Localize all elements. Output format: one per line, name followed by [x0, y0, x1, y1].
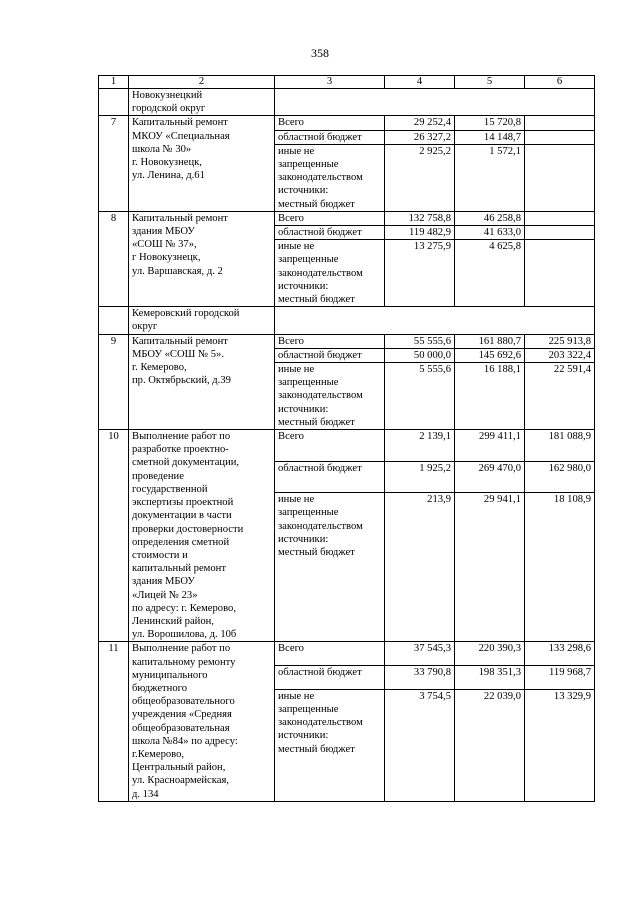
amount-c5: 4 625,8 — [455, 240, 525, 307]
amount-c5: 15 720,8 — [455, 116, 525, 130]
amount-c6 — [525, 116, 595, 130]
amount-c4: 26 327,2 — [385, 130, 455, 144]
amount-c6: 162 980,0 — [525, 461, 595, 493]
object-description: Выполнение работ по разработке проектно- сметной документации, проведение государственной экспертизы проектной документации в части проверки достоверности определения сметной стоимости и капитальный ремонт здания МБОУ «Лицей № 23» по адресу: г. Кемерово, Ленинский район, ул. Ворошилова, д. 10б — [129, 430, 275, 642]
row-number: 7 — [99, 116, 129, 211]
section-title: Кемеровский городской округ — [129, 307, 275, 334]
row-number: 10 — [99, 430, 129, 642]
row-number: 9 — [99, 334, 129, 429]
section-empty-cell — [275, 307, 595, 334]
amount-c6: 22 591,4 — [525, 363, 595, 430]
amount-c6: 133 298,6 — [525, 642, 595, 666]
funding-source-regional: областной бюджет — [275, 348, 385, 362]
amount-c5: 29 941,1 — [455, 493, 525, 642]
funding-source-total: Всего — [275, 334, 385, 348]
header-row — [99, 76, 595, 89]
amount-c6: 119 968,7 — [525, 666, 595, 690]
amount-c4: 2 925,2 — [385, 144, 455, 211]
header-cell: 6 — [525, 76, 595, 89]
amount-c5: 198 351,3 — [455, 666, 525, 690]
amount-c4: 13 275,9 — [385, 240, 455, 307]
amount-c6 — [525, 211, 595, 225]
amount-c4: 33 790,8 — [385, 666, 455, 690]
amount-c5: 1 572,1 — [455, 144, 525, 211]
amount-c4: 2 139,1 — [385, 430, 455, 462]
amount-c4: 50 000,0 — [385, 348, 455, 362]
row-number: 8 — [99, 211, 129, 306]
section-title: Новокузнецкий городской округ — [129, 89, 275, 116]
funding-source-other: иные не запрещенные законодательством источники: местный бюджет — [275, 144, 385, 211]
amount-c6 — [525, 226, 595, 240]
funding-source-total: Всего — [275, 642, 385, 666]
amount-c6: 18 108,9 — [525, 493, 595, 642]
funding-source-total: Всего — [275, 211, 385, 225]
amount-c6 — [525, 130, 595, 144]
amount-c6 — [525, 240, 595, 307]
header-cell: 5 — [455, 76, 525, 89]
amount-c4: 29 252,4 — [385, 116, 455, 130]
amount-c5: 46 258,8 — [455, 211, 525, 225]
table-row-total — [99, 211, 595, 225]
funding-source-regional: областной бюджет — [275, 461, 385, 493]
amount-c5: 269 470,0 — [455, 461, 525, 493]
amount-c4: 37 545,3 — [385, 642, 455, 666]
amount-c5: 299 411,1 — [455, 430, 525, 462]
funding-source-regional: областной бюджет — [275, 226, 385, 240]
amount-c6: 181 088,9 — [525, 430, 595, 462]
table-row-total — [99, 642, 595, 666]
funding-source-total: Всего — [275, 430, 385, 462]
amount-c6: 13 329,9 — [525, 689, 595, 801]
amount-c5: 41 633,0 — [455, 226, 525, 240]
funding-source-other: иные не запрещенные законодательством источники: местный бюджет — [275, 689, 385, 801]
amount-c6: 203 322,4 — [525, 348, 595, 362]
object-description: Выполнение работ по капитальному ремонту муниципального бюджетного общеобразовательного учреждения «Средняя общеобразовательная школа №84» по адресу: г.Кемерово, Центральный район, ул. Красноармейская, д. 134 — [129, 642, 275, 801]
amount-c4: 119 482,9 — [385, 226, 455, 240]
funding-source-other: иные не запрещенные законодательством источники: местный бюджет — [275, 240, 385, 307]
page-number: 358 — [311, 46, 329, 60]
object-description: Капитальный ремонт здания МБОУ «СОШ № 37», г Новокузнецк, ул. Варшавская, д. 2 — [129, 211, 275, 306]
amount-c4: 1 925,2 — [385, 461, 455, 493]
amount-c5: 22 039,0 — [455, 689, 525, 801]
funding-source-regional: областной бюджет — [275, 130, 385, 144]
table-body — [99, 76, 595, 802]
amount-c4: 213,9 — [385, 493, 455, 642]
amount-c5: 220 390,3 — [455, 642, 525, 666]
funding-source-regional: областной бюджет — [275, 666, 385, 690]
table-row-total — [99, 116, 595, 130]
row-number: 11 — [99, 642, 129, 801]
object-description: Капитальный ремонт МКОУ «Специальная школа № 30» г. Новокузнецк, ул. Ленина, д.61 — [129, 116, 275, 211]
amount-c5: 14 148,7 — [455, 130, 525, 144]
section-row — [99, 307, 595, 334]
funding-source-other: иные не запрещенные законодательством источники: местный бюджет — [275, 363, 385, 430]
budget-table — [98, 75, 595, 802]
section-row — [99, 89, 595, 116]
amount-c4: 132 758,8 — [385, 211, 455, 225]
section-empty-cell — [275, 89, 595, 116]
funding-source-total: Всего — [275, 116, 385, 130]
amount-c4: 55 555,6 — [385, 334, 455, 348]
amount-c4: 3 754,5 — [385, 689, 455, 801]
table-row-total — [99, 334, 595, 348]
amount-c6: 225 913,8 — [525, 334, 595, 348]
amount-c6 — [525, 144, 595, 211]
amount-c5: 161 880,7 — [455, 334, 525, 348]
header-cell: 4 — [385, 76, 455, 89]
header-cell: 2 — [129, 76, 275, 89]
table-row-total — [99, 430, 595, 462]
amount-c5: 145 692,6 — [455, 348, 525, 362]
section-number-cell — [99, 307, 129, 334]
section-number-cell — [99, 89, 129, 116]
funding-source-other: иные не запрещенные законодательством источники: местный бюджет — [275, 493, 385, 642]
amount-c4: 5 555,6 — [385, 363, 455, 430]
header-cell: 1 — [99, 76, 129, 89]
amount-c5: 16 188,1 — [455, 363, 525, 430]
header-cell: 3 — [275, 76, 385, 89]
object-description: Капитальный ремонт МБОУ «СОШ № 5». г. Кемерово, пр. Октябрьский, д.39 — [129, 334, 275, 429]
